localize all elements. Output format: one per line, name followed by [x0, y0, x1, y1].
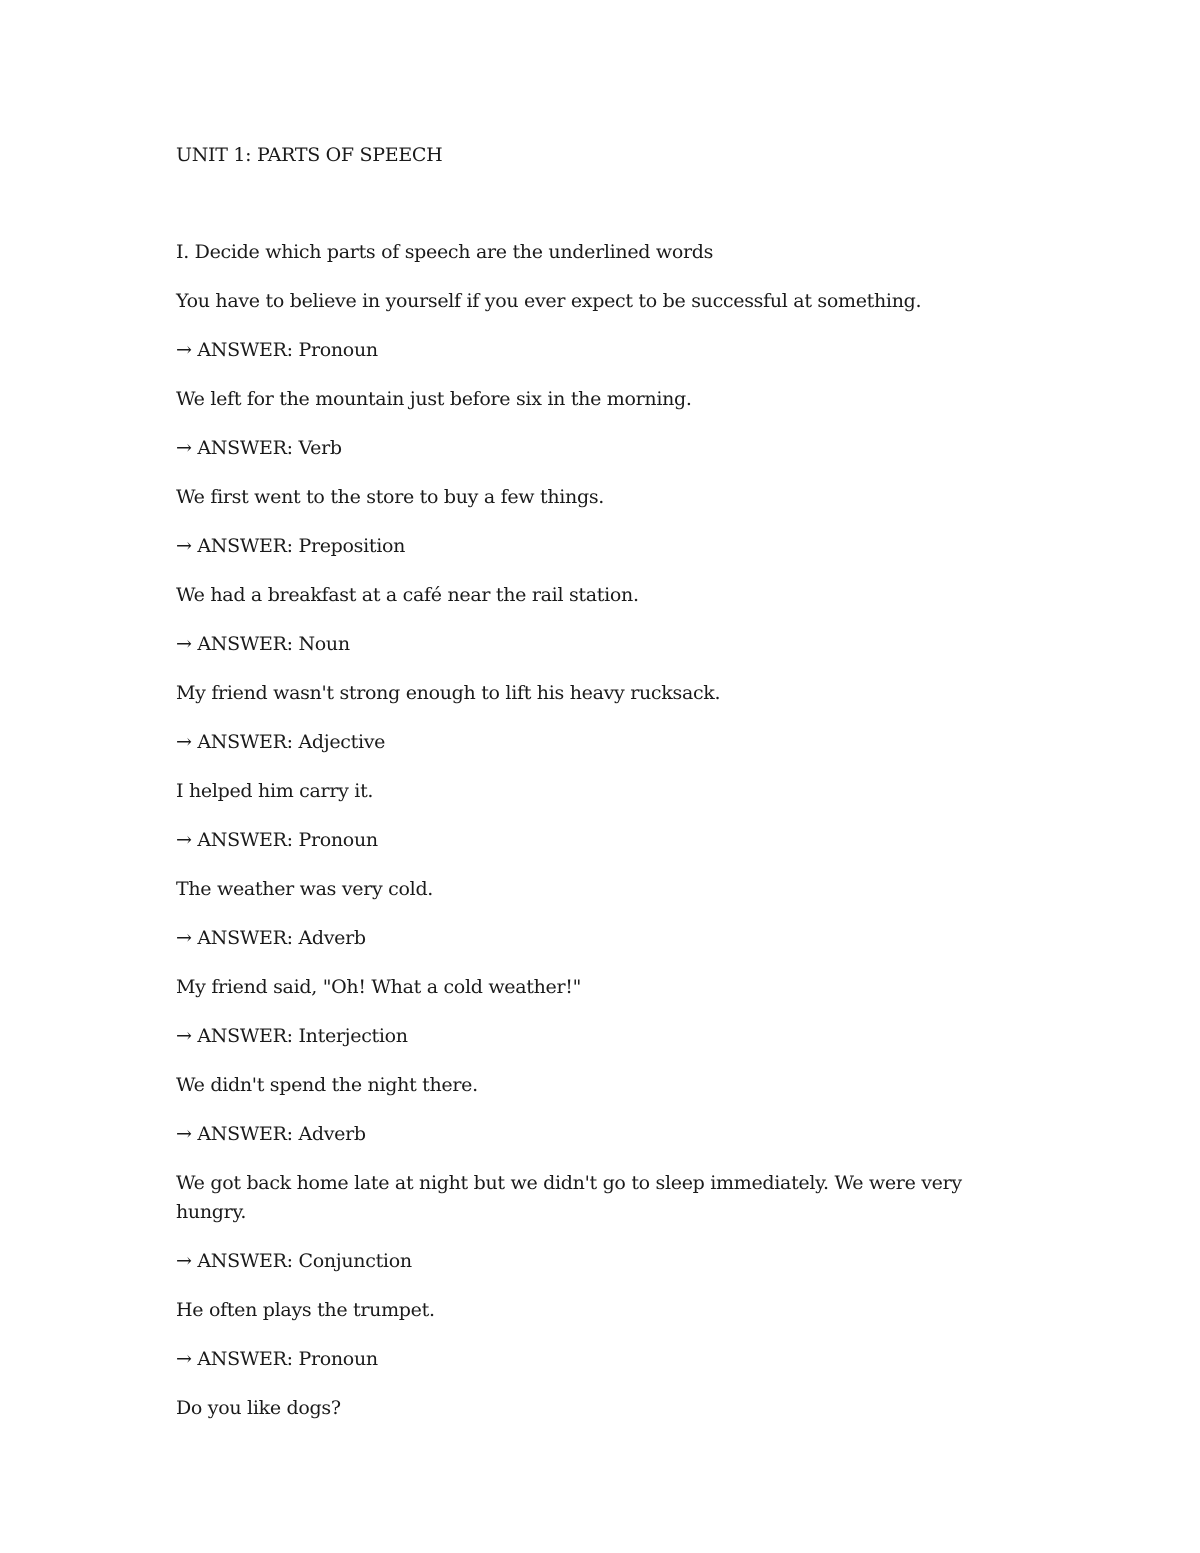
question-text: You have to believe in yourself if you ever expect to be successful at something.: [176, 290, 922, 312]
question-item: [176, 483, 966, 561]
exercise-instruction: I. Decide which parts of speech are the underlined words: [176, 241, 714, 263]
answer-text: → ANSWER: Preposition: [176, 535, 406, 557]
answer-text: → ANSWER: Verb: [176, 437, 342, 459]
question-item: [176, 875, 966, 953]
question-item: [176, 679, 966, 757]
question-text: My friend said, "Oh! What a cold weather!": [176, 976, 582, 998]
question-text: He often plays the trumpet.: [176, 1299, 435, 1321]
question-list: [176, 287, 966, 1423]
question-item: [176, 1296, 966, 1374]
question-item: [176, 1071, 966, 1149]
answer-text: → ANSWER: Pronoun: [176, 1348, 378, 1370]
question-item: [176, 1169, 966, 1276]
question-item: [176, 777, 966, 855]
answer-text: → ANSWER: Pronoun: [176, 829, 378, 851]
answer-text: → ANSWER: Adverb: [176, 1123, 366, 1145]
question-item: [176, 581, 966, 659]
question-text: The weather was very cold.: [176, 878, 434, 900]
question-text: We got back home late at night but we didn't go to sleep immediately. We were very hungry.: [176, 1172, 962, 1223]
question-text: I helped him carry it.: [176, 780, 374, 802]
question-item: [176, 287, 966, 365]
page-title: UNIT 1: PARTS OF SPEECH: [176, 144, 443, 166]
document-body: [176, 141, 966, 1443]
question-text: Do you like dogs?: [176, 1397, 341, 1419]
question-text: We first went to the store to buy a few things.: [176, 486, 605, 508]
question-text: My friend wasn't strong enough to lift his heavy rucksack.: [176, 682, 721, 704]
answer-text: → ANSWER: Adjective: [176, 731, 386, 753]
answer-text: → ANSWER: Interjection: [176, 1025, 408, 1047]
question-item: [176, 973, 966, 1051]
question-text: We had a breakfast at a café near the rail station.: [176, 584, 639, 606]
question-text: We didn't spend the night there.: [176, 1074, 478, 1096]
answer-text: → ANSWER: Pronoun: [176, 339, 378, 361]
answer-text: → ANSWER: Conjunction: [176, 1250, 412, 1272]
question-item: [176, 385, 966, 463]
answer-text: → ANSWER: Adverb: [176, 927, 366, 949]
answer-text: → ANSWER: Noun: [176, 633, 350, 655]
question-item: [176, 1394, 966, 1423]
question-text: We left for the mountain just before six in the morning.: [176, 388, 692, 410]
